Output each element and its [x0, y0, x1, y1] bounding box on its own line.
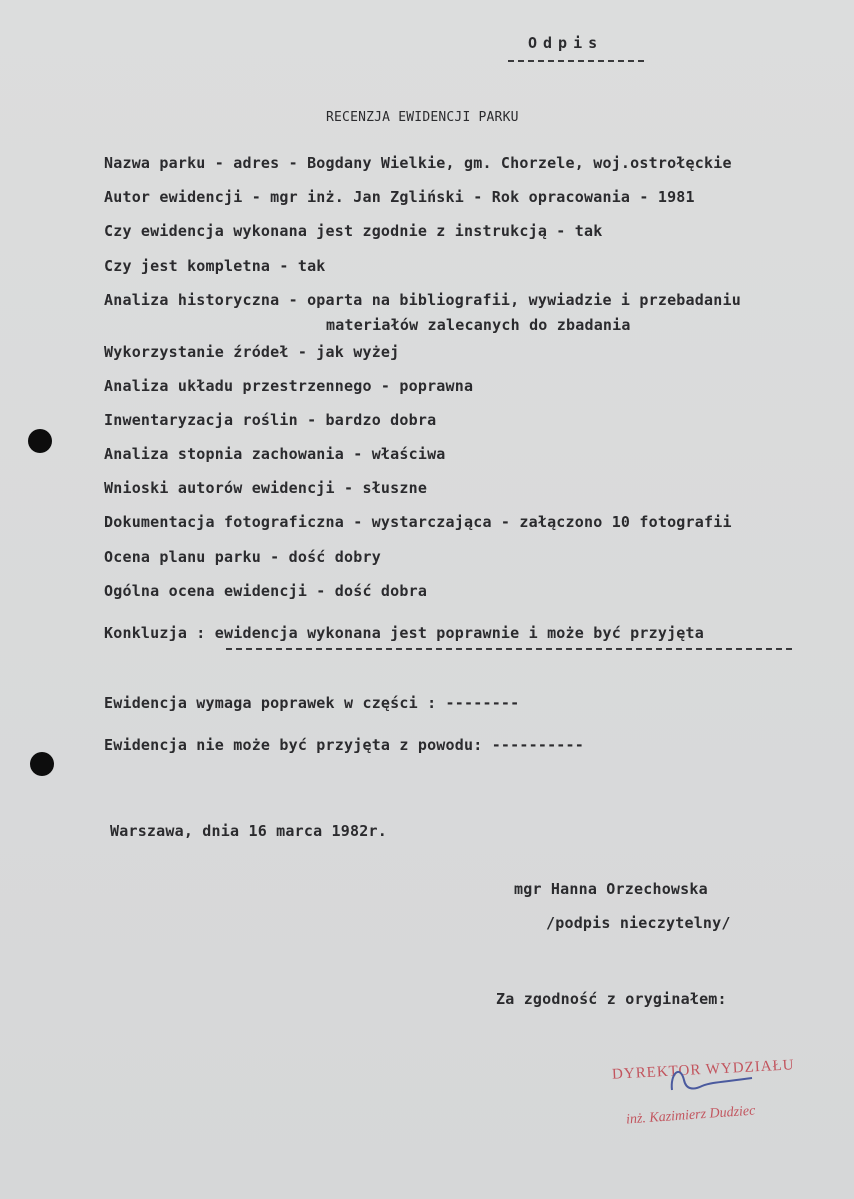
line-plant-inventory: Inwentaryzacja roślin - bardzo dobra [104, 411, 437, 429]
punch-hole-top [28, 429, 52, 453]
conclusion-line: Konkluzja : ewidencja wykonana jest poprawnie i może być przyjęta [104, 624, 704, 642]
line-preservation: Analiza stopnia zachowania - właściwa [104, 445, 446, 463]
certification-line: Za zgodność z oryginałem: [496, 990, 727, 1008]
line-author: Autor ewidencji - mgr inż. Jan Zgliński - Rok opracowania - 1981 [104, 188, 695, 206]
line-spatial-analysis: Analiza układu przestrzennego - poprawna [104, 377, 474, 395]
line-conclusions: Wnioski autorów ewidencji - słuszne [104, 479, 428, 497]
review-heading: RECENZJA EWIDENCJI PARKU [326, 110, 519, 125]
rejection-line: Ewidencja nie może być przyjęta z powodu: ---------- [104, 736, 584, 754]
punch-hole-bottom [30, 752, 54, 776]
line-conformity: Czy ewidencja wykonana jest zgodnie z instrukcją - tak [104, 222, 603, 240]
stamp-name: inż. Kazimierz Dudziec [625, 1103, 756, 1128]
line-completeness: Czy jest kompletna - tak [104, 257, 326, 275]
document-title: Odpis [528, 34, 604, 52]
line-plan-rating: Ocena planu parku - dość dobry [104, 548, 381, 566]
signer-name: mgr Hanna Orzechowska [514, 880, 708, 898]
stamp-title: DYREKTOR WYDZIAŁU [611, 1057, 795, 1083]
title-underline [508, 60, 644, 62]
line-historical-analysis-cont: materiałów zalecanych do zbadania [326, 316, 631, 334]
handwritten-signature [668, 1060, 758, 1100]
line-sources: Wykorzystanie źródeł - jak wyżej [104, 343, 400, 361]
line-historical-analysis: Analiza historyczna - oparta na bibliografii, wywiadzie i przebadaniu [104, 291, 741, 309]
line-photo-docs: Dokumentacja fotograficzna - wystarczająca - załączono 10 fotografii [104, 513, 732, 531]
line-park-name: Nazwa parku - adres - Bogdany Wielkie, gm. Chorzele, woj.ostrołęckie [104, 154, 732, 172]
date-line: Warszawa, dnia 16 marca 1982r. [110, 822, 387, 840]
signer-note: /podpis nieczytelny/ [546, 914, 731, 932]
corrections-line: Ewidencja wymaga poprawek w części : -------- [104, 694, 520, 712]
conclusion-underline [226, 648, 792, 650]
line-overall-rating: Ogólna ocena ewidencji - dość dobra [104, 582, 428, 600]
